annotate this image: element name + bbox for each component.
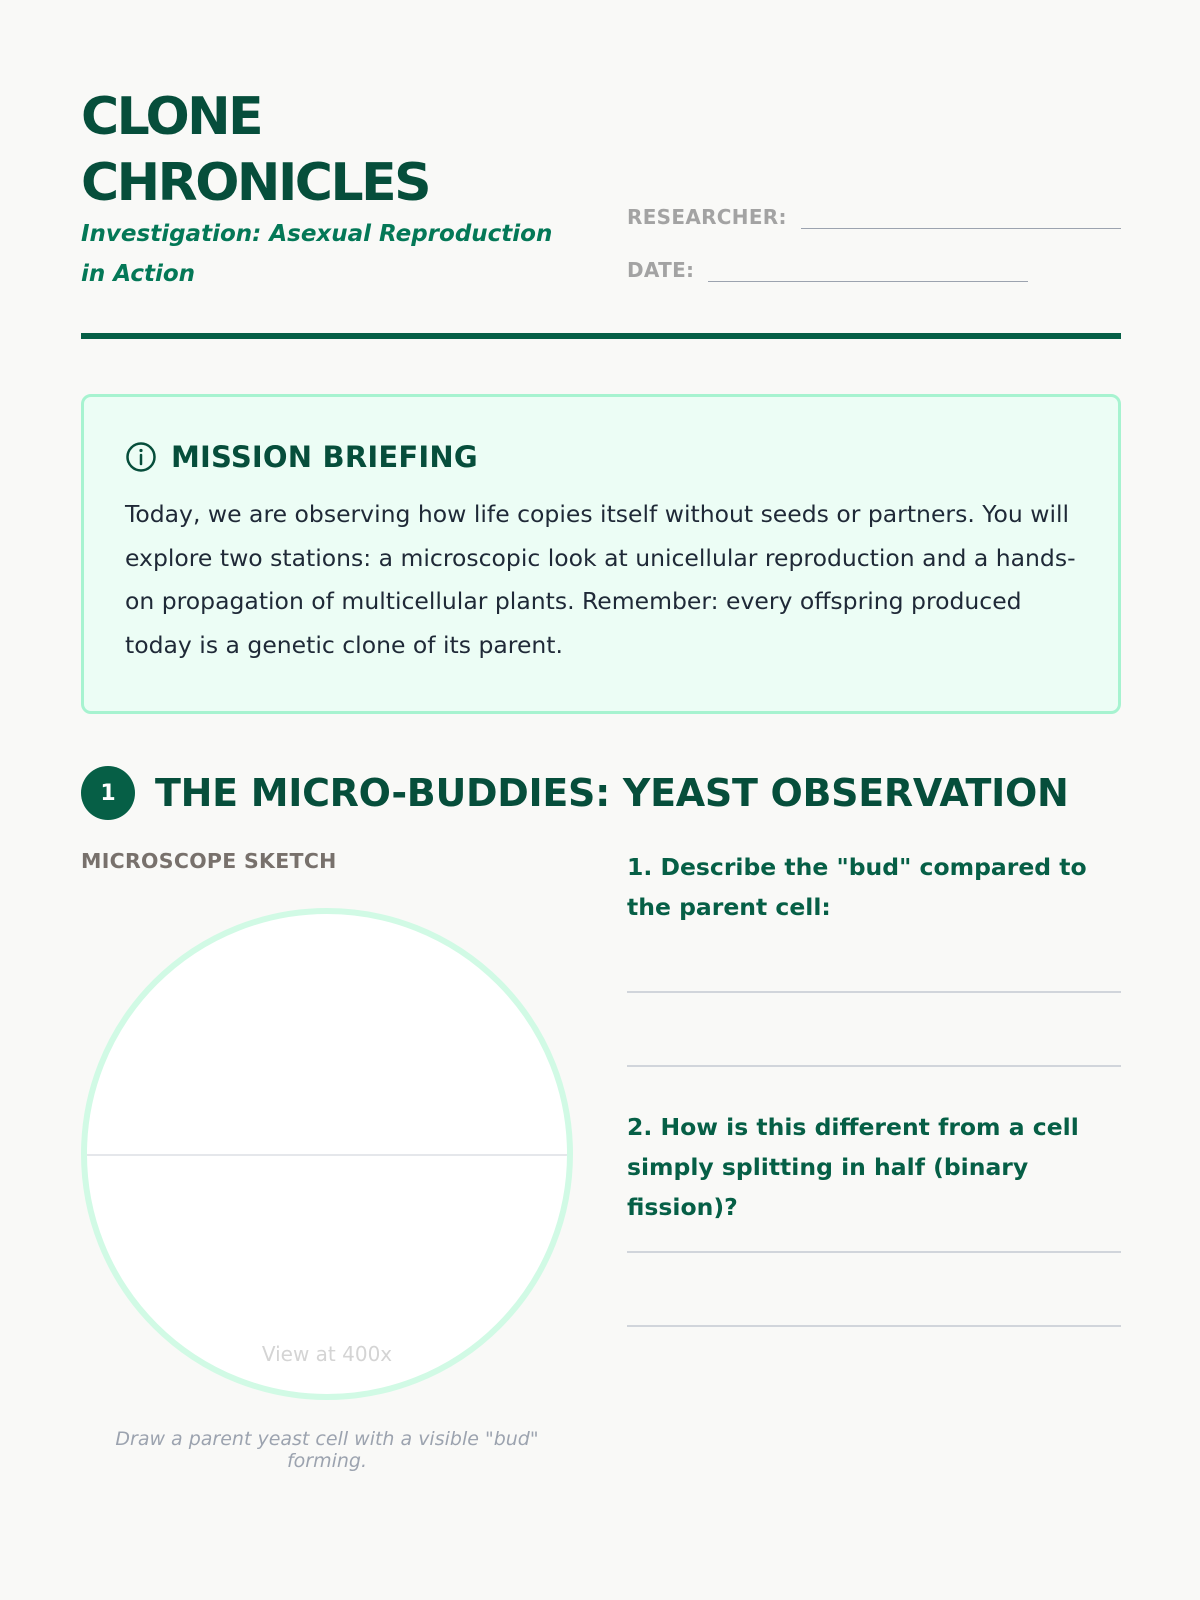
question-1	[627, 847, 1121, 927]
header-divider	[81, 333, 1121, 339]
magnification-label: View at 400x	[261, 1342, 393, 1366]
answer-line[interactable]	[627, 1325, 1121, 1327]
section-number-badge: 1	[81, 766, 135, 820]
date-input-line[interactable]	[708, 260, 1028, 282]
worksheet-page	[81, 0, 1121, 1600]
title-line-1: CLONE	[81, 87, 262, 147]
researcher-field	[627, 205, 1121, 229]
researcher-label: RESEARCHER:	[627, 205, 787, 229]
scope-crosshair	[87, 1154, 567, 1156]
sketch-label: MICROSCOPE SKETCH	[81, 849, 337, 873]
question-1-text: 1. Describe the "bud" compared to the parent cell:	[627, 853, 1087, 921]
briefing-title: MISSION BRIEFING	[171, 440, 478, 474]
answer-line[interactable]	[627, 991, 1121, 993]
answer-line[interactable]	[627, 1251, 1121, 1253]
microscope-sketch-area[interactable]	[81, 908, 573, 1400]
section-1-header	[81, 766, 1069, 820]
title-line-2: CHRONICLES	[81, 153, 430, 213]
date-label: DATE:	[627, 258, 695, 282]
mission-briefing-box	[81, 394, 1121, 714]
section-title: THE MICRO-BUDDIES: YEAST OBSERVATION	[155, 771, 1069, 815]
researcher-input-line[interactable]	[801, 207, 1121, 229]
briefing-text: Today, we are observing how life copies itself without seeds or partners. You will explore two stations: a microscopic look at unicellular reproduction and a hands-on propagation of multicellular plants. Remember: every offspring produced today is a genetic clone of its parent.	[125, 500, 1076, 659]
date-field	[627, 258, 1028, 282]
page-title	[81, 84, 641, 216]
info-icon	[125, 441, 157, 473]
answer-line[interactable]	[627, 1065, 1121, 1067]
question-2	[627, 1107, 1121, 1227]
sketch-caption: Draw a parent yeast cell with a visible "bud" forming.	[115, 1428, 539, 1472]
briefing-header	[125, 437, 1077, 477]
question-2-text: 2. How is this different from a cell simply splitting in half (binary fission)?	[627, 1113, 1079, 1221]
page-subtitle: Investigation: Asexual Reproduction in Action	[81, 221, 553, 287]
